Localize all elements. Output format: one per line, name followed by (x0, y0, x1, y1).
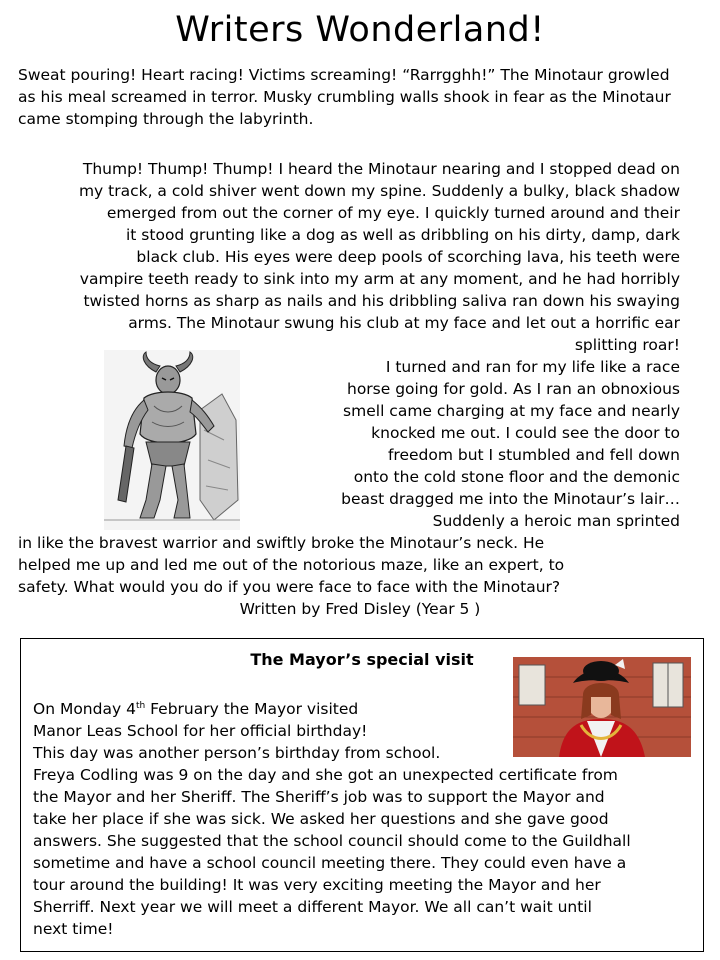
story-intro (18, 64, 682, 130)
article-line: answers. She suggested that the school council should come to the Guildhall (33, 832, 631, 851)
story-line: in like the bravest warrior and swiftly broke the Minotaur’s neck. He (18, 534, 545, 552)
story-line: smell came charging at my face and nearly (343, 402, 680, 420)
story-line: Thump! Thump! Thump! I heard the Minotaur nearing and I stopped dead on (82, 160, 680, 178)
page-title: Writers Wonderland! (175, 10, 545, 50)
article-line: take her place if she was sick. We asked her questions and she gave good (33, 810, 609, 829)
article-line: tour around the building! It was very exciting meeting the Mayor and her (33, 876, 601, 895)
story-line: my track, a cold shiver went down my spine. Suddenly a bulky, black shadow (78, 182, 680, 200)
story-line: twisted horns as sharp as nails and his dribbling saliva ran down his swaying (83, 292, 680, 310)
article-line: Manor Leas School for her official birthday! (33, 722, 368, 741)
article-line: the Mayor and her Sheriff. The Sheriff’s job was to support the Mayor and (33, 788, 605, 807)
story-line: knocked me out. I could see the door to (371, 424, 680, 442)
article-line: Freya Codling was 9 on the day and she got an unexpected certificate from (33, 766, 618, 785)
story-line: freedom but I stumbled and fell down (387, 446, 680, 464)
article-title: The Mayor’s special visit (250, 650, 474, 669)
story-line: Suddenly a heroic man sprinted (432, 512, 680, 530)
story-line: it stood grunting like a dog as well as dribbling on his dirty, damp, dark (126, 226, 680, 244)
article-line: Sherriff. Next year we will meet a different Mayor. We all can’t wait until (33, 898, 592, 917)
story-line: horse going for gold. As I ran an obnoxious (347, 380, 680, 398)
article-text: February the Mayor visited (145, 700, 359, 719)
article-line: sometime and have a school council meeting there. They could even have a (33, 854, 627, 873)
story-line: onto the cold stone floor and the demonic (353, 468, 680, 486)
minotaur-illustration (104, 350, 240, 530)
article-body (33, 695, 693, 940)
story-line: helped me up and led me out of the notorious maze, like an expert, to (18, 556, 565, 574)
story-line: emerged from out the corner of my eye. I quickly turned around and their (106, 204, 680, 222)
article-line: This day was another person’s birthday from school. (33, 744, 441, 763)
story-line: beast dragged me into the Minotaur’s lair… (341, 490, 680, 508)
story-paragraph-1: Sweat pouring! Heart racing! Victims screaming! “Rarrgghh!” The Minotaur growled as his meal screamed in terror. Musky crumbling walls shook in fear as the Minotaur came stomping through the labyrinth. (18, 66, 671, 128)
story-line: I turned and ran for my life like a race (385, 358, 680, 376)
story-line: vampire teeth ready to sink into my arm at any moment, and he had horribly (79, 270, 680, 288)
mayor-visit-article (20, 638, 704, 952)
story-line: arms. The Minotaur swung his club at my face and let out a horrific ear (128, 314, 680, 332)
article-text: On Monday 4 (33, 700, 136, 719)
story-byline: Written by Fred Disley (Year 5 ) (239, 600, 481, 618)
article-line: next time! (33, 920, 114, 939)
ordinal-suffix: th (135, 701, 146, 711)
story-line: safety. What would you do if you were face to face with the Minotaur? (18, 578, 561, 596)
article-line (33, 695, 693, 720)
story-line: black club. His eyes were deep pools of scorching lava, his teeth were (136, 248, 680, 266)
story-line: splitting roar! (574, 336, 680, 354)
